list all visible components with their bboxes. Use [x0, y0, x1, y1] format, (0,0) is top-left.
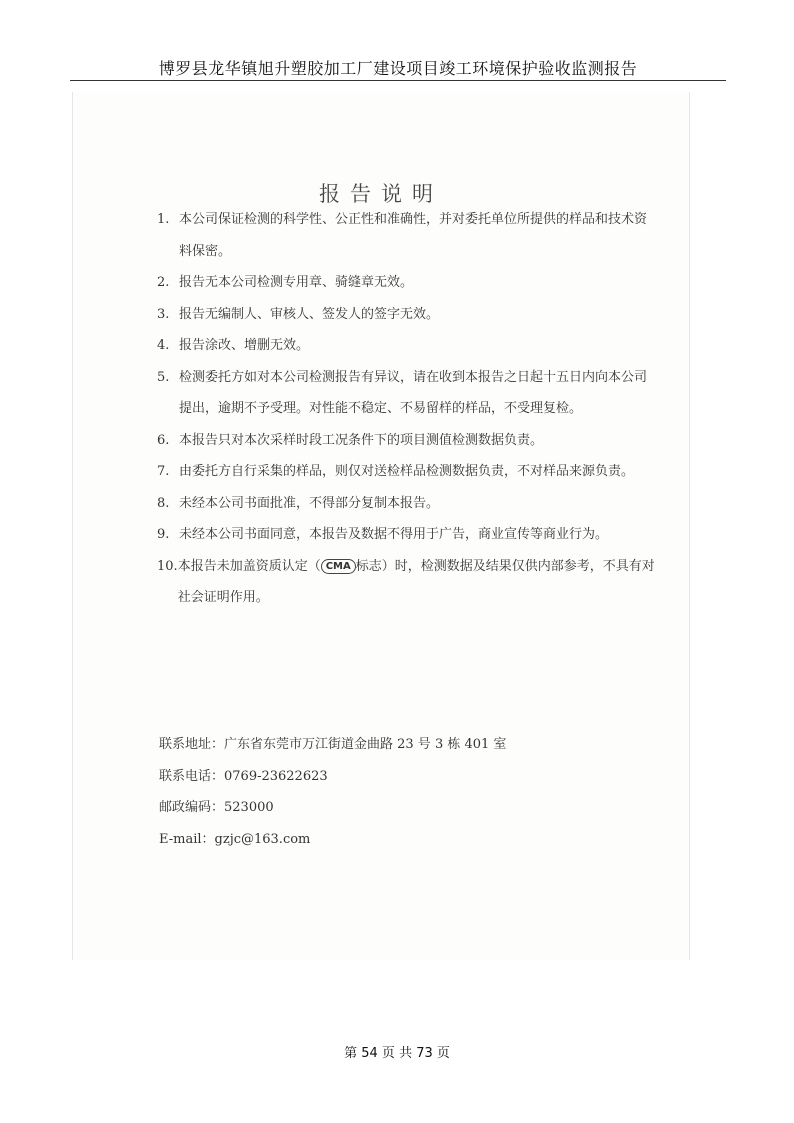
list-item	[157, 362, 657, 425]
item-text: 由委托方自行采集的样品，则仅对送检样品检测数据负责，不对样品来源负责。	[179, 464, 635, 479]
scanned-page	[72, 92, 690, 960]
item-number: 10.	[157, 558, 178, 574]
list-item	[157, 204, 657, 267]
item-text: 报告无编制人、审核人、签发人的签字无效。	[179, 306, 440, 322]
contact-block	[159, 729, 659, 855]
item-number: 2.	[157, 275, 170, 290]
list-item	[157, 330, 657, 362]
contact-phone: 联系电话：0769-23622623	[159, 768, 328, 784]
item-text: 报告无本公司检测专用章、骑缝章无效。	[179, 275, 414, 290]
list-item	[157, 488, 657, 520]
item-number: 8.	[157, 495, 170, 511]
list-item	[157, 267, 657, 299]
cma-mark-icon: CMA	[321, 559, 356, 574]
item-text: 未经本公司书面批准，不得部分复制本报告。	[179, 495, 440, 511]
item-text: 检测委托方如对本公司检测报告有异议，请在收到本报告之日起十五日内向本公司提出，逾期不予受理。对性能不稳定、不易留样的样品，不受理复检。	[179, 369, 648, 416]
contact-postcode: 邮政编码：523000	[159, 800, 274, 815]
item-text-before: 本报告未加盖资质认定（	[177, 558, 321, 574]
item-number: 1.	[157, 212, 170, 227]
item-text: 本公司保证检测的科学性、公正性和准确性，并对委托单位所提供的样品和技术资料保密。	[179, 212, 648, 259]
item-text	[178, 551, 657, 614]
item-number: 5.	[157, 369, 170, 385]
notes-title: 报告说明	[319, 182, 443, 206]
item-number: 4.	[157, 338, 170, 353]
item-text: 本报告只对本次采样时段工况条件下的项目测值检测数据负责。	[179, 432, 544, 448]
list-item	[157, 519, 657, 551]
list-item	[157, 551, 657, 614]
contact-address: 联系地址：广东省东莞市万江街道金曲路 23 号 3 栋 401 室	[159, 737, 507, 752]
list-item	[157, 425, 657, 457]
item-text: 报告涂改、增删无效。	[179, 338, 310, 353]
notes-list	[157, 204, 657, 614]
item-text: 未经本公司书面同意，本报告及数据不得用于广告，商业宣传等商业行为。	[179, 527, 609, 542]
item-number: 6.	[157, 432, 170, 448]
header-divider	[70, 80, 726, 81]
item-number: 3.	[157, 306, 170, 322]
item-number: 7.	[157, 464, 170, 479]
page-number: 第 54 页 共 73 页	[344, 1046, 450, 1061]
contact-email: E-mail：gzjc@163.com	[159, 831, 311, 847]
item-text-after: 标志）时，检测数据及结果仅供内部参考，不具有对社会证明作用。	[177, 558, 655, 605]
list-item	[157, 299, 657, 331]
item-number: 9.	[157, 527, 170, 542]
list-item	[157, 456, 657, 488]
page-header-title: 博罗县龙华镇旭升塑胶加工厂建设项目竣工环境保护验收监测报告	[158, 59, 638, 78]
